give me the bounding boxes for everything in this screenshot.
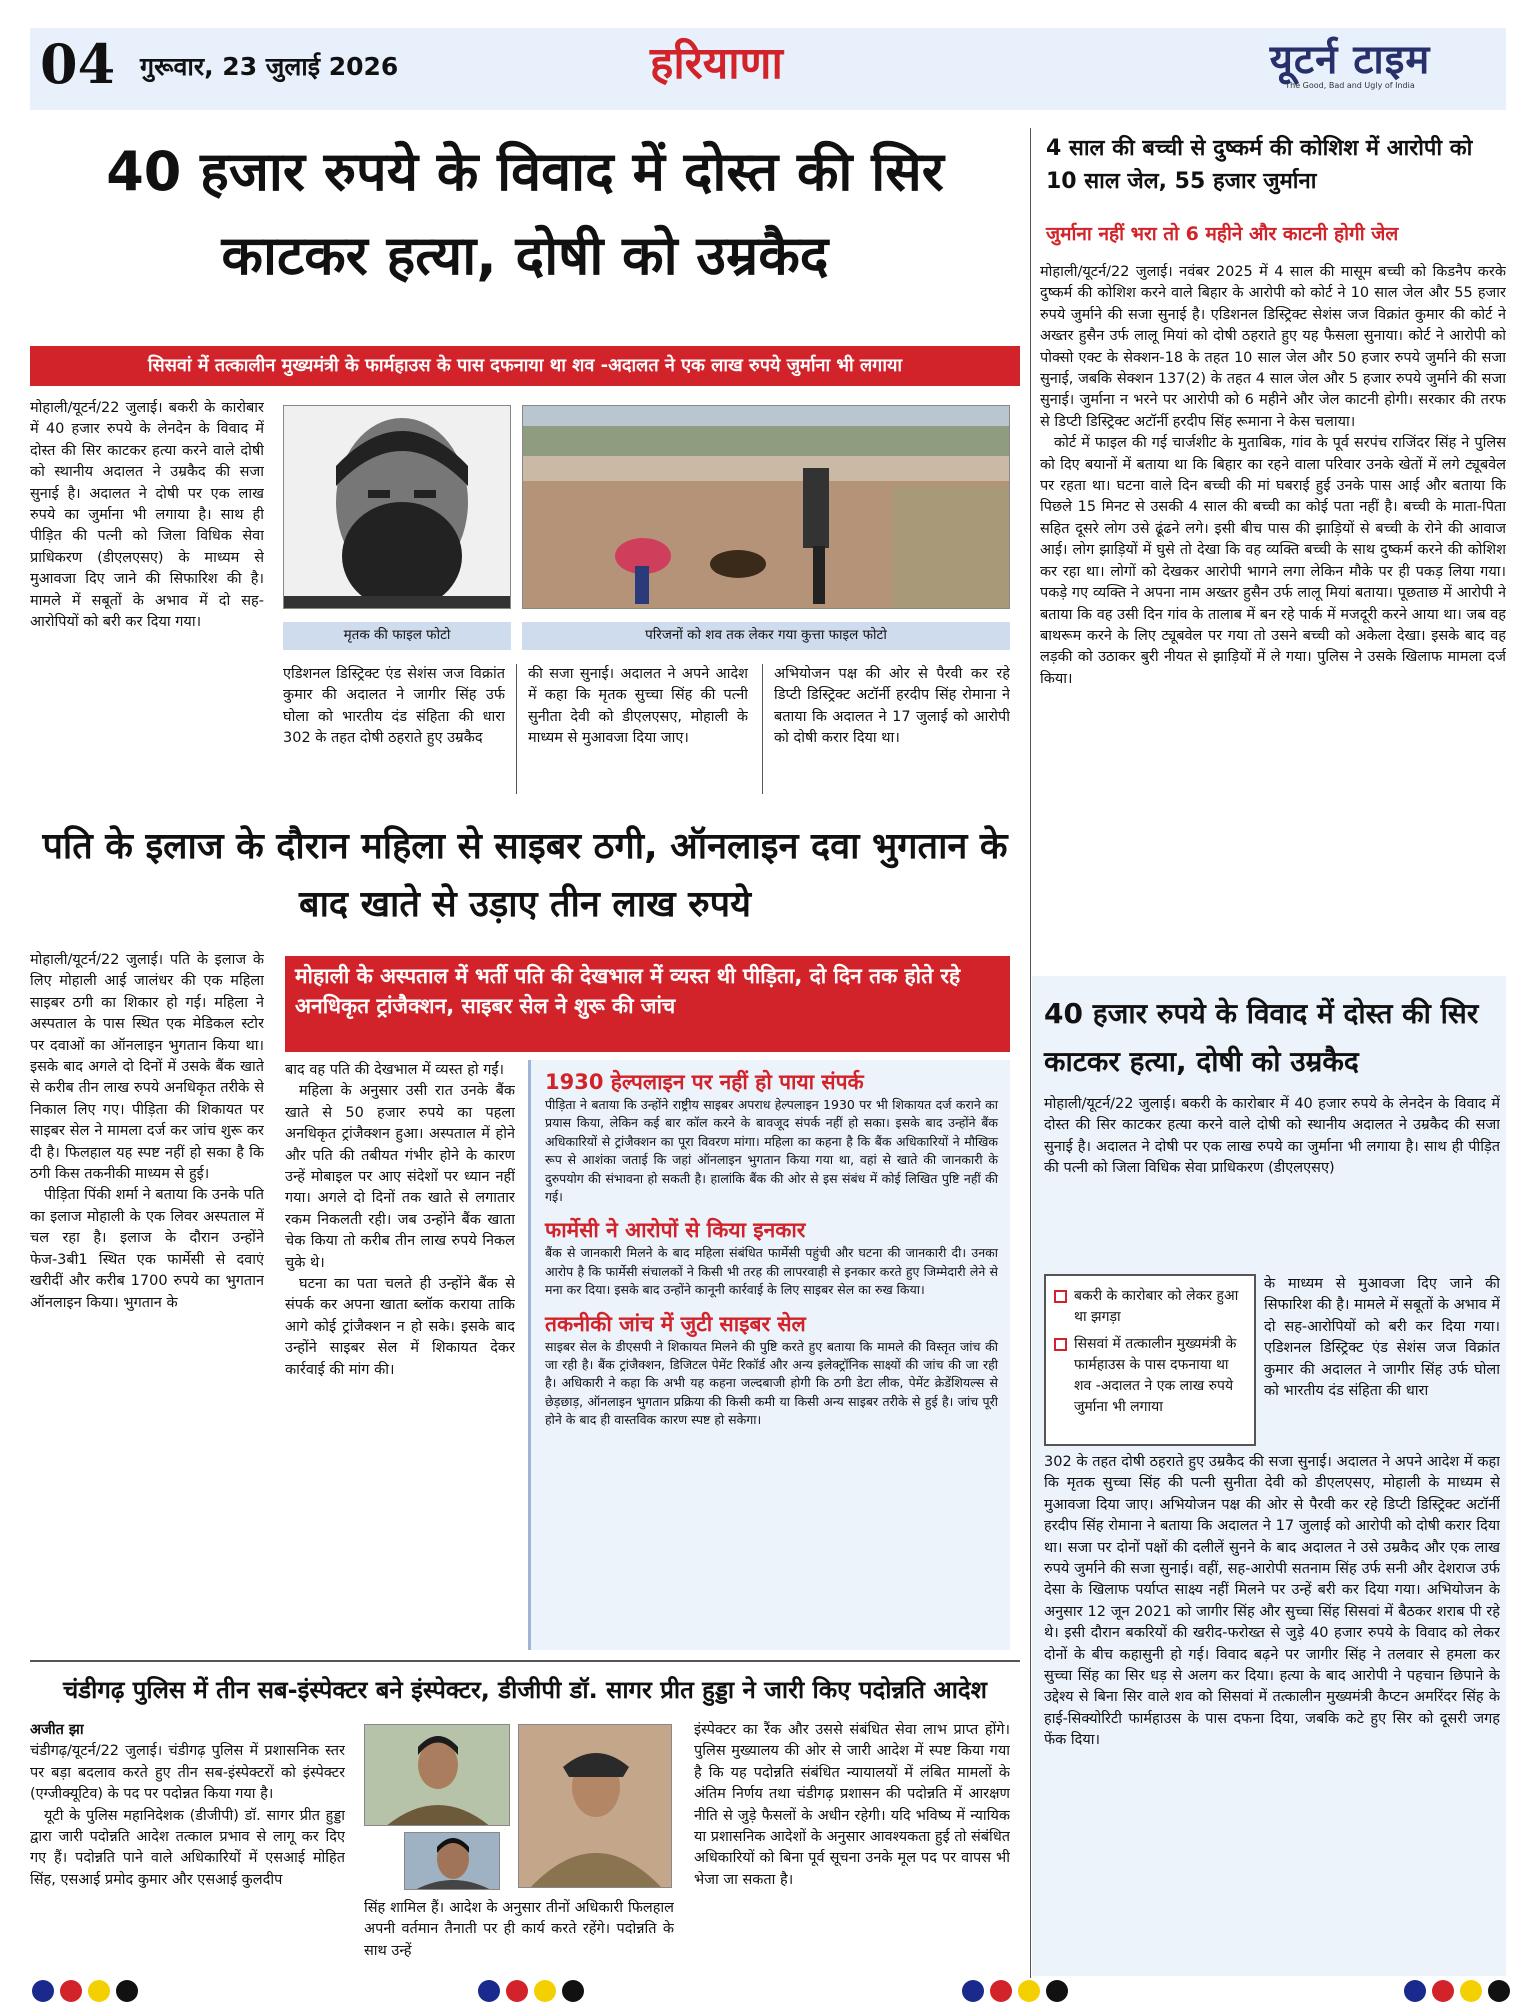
story2-strap: मोहाली के अस्पताल में भर्ती पति की देखभाल में व्यस्त थी पीड़िता, दो दिन तक होते रहे अनधिकृत ट्रांजैक्शन, साइबर सेल ने शुरू की जांच <box>285 956 1010 1052</box>
story3-col2 <box>364 1898 674 1962</box>
dog-search-photo <box>522 405 1010 609</box>
page-number: 04 <box>40 32 116 96</box>
story3-col1-para1: चंडीगढ़/यूटर्न/22 जुलाई। चंडीगढ़ पुलिस में प्रशासनिक स्तर पर बड़ा बदलाव करते हुए तीन सब-इंस्पेक्टरों को इंस्पेक्टर (एग्जीक्यूटिव) के पद पर पदोन्नत किया गया है। <box>30 1743 345 1803</box>
black-dot-icon <box>116 1980 138 2002</box>
story2-col2-para3: घटना का पता चलते ही उन्होंने बैंक से संपर्क कर अपना खाता ब्लॉक कराया ताकि आगे कोई ट्रांजैक्शन न हो सके। इसके बाद उन्होंने साइबर सेल में शिकायत देकर कार्रवाई की मांग की। <box>285 1276 515 1378</box>
story2-col2-para2: महिला के अनुसार उसी रात उनके बैंक खाते से 50 हजार रुपये का पहला अनधिकृत ट्रांजैक्शन हुआ। अस्पताल में होने और पति की तबीयत गंभीर होने के कारण उन्हें मोबाइल पर आए संदेशों पर ध्यान नहीं गया। अगले दो दिनों तक खाते से लगातार रकम निकलती रही। जब उन्होंने बैंक खाता चेक किया तो करीब तीन लाख रुपये निकल चुके थे। <box>285 1083 515 1271</box>
story4-headline: 4 साल की बच्ची से दुष्कर्म की कोशिश में आरोपी को 10 साल जेल, 55 हजार जुर्माना <box>1046 136 1473 194</box>
story5-highlights <box>1044 1274 1256 1446</box>
story3-col3 <box>694 1720 1010 1960</box>
story4-para2: कोर्ट में फाइल की गई चार्जशीट के मुताबिक, गांव के पूर्व सरपंच राजिंदर सिंह ने पुलिस को दिए बयानों में बताया था कि बिहार का रहने वाला परिवार उनके खेतों में लगे ट्यूबवेल पर रहता था। घटना वाले दिन बच्ची की मां घबराई हुई उनके पास आई और बताया कि पिछले 15 मिनट से उसकी 4 साल की बच्ची का कोई पता नहीं है। बच्ची के माता-पिता सहित दूसरे लोग उसे ढूंढने लगे। इसी बीच पास की झाड़ियों से बच्ची के रोने की आवाज आई। लोग झाड़ियों में घुसे तो देखा कि वह व्यक्ति बच्ची के साथ दुष्कर्म करने की कोशिश कर रहा था। लोगों को देखकर आरोपी भागने लगा लेकिन मौके पर ही पकड़ लिया गया। पकड़े गए व्यक्ति ने अपना नाम अख्तर हुसैन उर्फ लालू मियां बताया। पूछताछ में आरोपी ने बताया कि वह उसी दिन गांव के तालाब में बन रहे पार्क में मजदूरी करने आया था। जब वह बाथरूम करने के लिए ट्यूबवेल पर गया तो उसने बच्ची को अकेला देखा। इसके बाद वह लड़की को उठाकर बुरी नीयत से झाड़ियों में ले गया। पुलिस ने उसके खिलाफ मामला दर्ज किया। <box>1040 435 1506 687</box>
story1-strap: सिसवां में तत्कालीन मुख्यमंत्री के फार्महाउस के पास दफनाया था शव -अदालत ने एक लाख रुपये जुर्माना भी लगाया <box>30 346 1020 386</box>
highlight-text: सिसवां में तत्कालीन मुख्यमंत्री के फार्महाउस के पास दफनाया था शव -अदालत ने एक लाख रुपये जुर्माना भी लगाया <box>1074 1336 1237 1415</box>
story2-col2-para1: बाद वह पति की देखभाल में व्यस्त हो गईं। <box>285 1062 505 1078</box>
story5-para2: 302 के तहत दोषी ठहराते हुए उम्रकैद की सजा सुनाई। अदालत ने अपने आदेश में कहा कि मृतक सुच्चा सिंह की पत्नी सुनीता देवी को डीएलएसए, मोहाली के माध्यम से मुआवजा दिया जाए। अभियोजन पक्ष की ओर से पैरवी कर रहे डिप्टी डिस्ट्रिक्ट अटॉर्नी हरदीप सिंह रोमाना ने बताया कि अदालत ने 17 जुलाई को आरोपी को दोषी करार दिया था। सजा पर दोनों पक्षों की दलीलें सुनने के बाद अदालत ने उसे उम्रकैद और एक लाख रुपये जुर्माने की सजा सुनाई। वहीं, सह-आरोपी सतनाम सिंह उर्फ सनी और देशराज उर्फ देसा के खिलाफ पर्याप्त साक्ष्य नहीं मिलने पर उन्हें बरी कर दिया गया। अभियोजन के अनुसार 12 जून 2021 को जागीर सिंह और सुच्चा सिंह सिसवां में बैठकर शराब पी रहे थे। इसी दौरान बकरियों की खरीद-फरोख्त से जुड़े 40 हजार रुपये के विवाद को लेकर दोनों के बीच कहासुनी हो गई। विवाद बढ़ने पर जागीर सिंह ने तलवार से हमला कर सुच्चा सिंह का सिर धड़ से अलग कर दिया। हत्या के बाद आरोपी ने पहचान छिपाने के उद्देश्य से बिना सिर वाले शव को सिसवां में तत्कालीन मुख्यमंत्री कैप्टन अमरिंदर सिंह के हाई-सिक्योरिटी फार्महाउस के पास दफना दिया, जबकि कटे हुए सिर को दूसरी जगह फेंक दिया। <box>1044 1454 1500 1749</box>
dog-search-image <box>523 406 1010 609</box>
story3-col2-text: सिंह शामिल हैं। आदेश के अनुसार तीनों अधिकारी फिलहाल अपनी वर्तमान तैनाती पर ही कार्य करते रहेंगे। पदोन्नति के साथ उन्हें <box>364 1900 674 1959</box>
box-subhead-pharmacy: फार्मेसी ने आरोपों से किया इनकार <box>545 1218 806 1243</box>
red-dot-icon <box>506 1980 528 2002</box>
bullet-square-icon <box>1054 1290 1067 1303</box>
story2-headline: पति के इलाज के दौरान महिला से साइबर ठगी, ऑनलाइन दवा भुगतान के बाद खाते से उड़ाए तीन लाख रुपये <box>42 826 1008 925</box>
blue-dot-icon <box>478 1980 500 2002</box>
story1-col4-text: अभियोजन पक्ष की ओर से पैरवी कर रहे डिप्टी डिस्ट्रिक्ट अटॉर्नी हरदीप सिंह रोमाना ने बताया कि अदालत ने 17 जुलाई को आरोपी को दोषी करार दिया था। <box>774 666 1010 747</box>
story4-subheadline: जुर्माना नहीं भरा तो 6 महीने और काटनी होगी जेल <box>1046 223 1399 245</box>
highlight-text: बकरी के कारोबार को लेकर हुआ था झगड़ा <box>1074 1288 1239 1325</box>
yellow-dot-icon <box>88 1980 110 2002</box>
story2-col1-para1: मोहाली/यूटर्न/22 जुलाई। पति के इलाज के लिए मोहाली आई जालंधर की एक महिला साइबर ठगी का शिकार हो गई। महिला ने अस्पताल के पास स्थित एक मेडिकल स्टोर पर दवाओं का ऑनलाइन भुगतान किया था। इसके बाद अगले दो दिनों में उसके बैंक खाते से करीब तीन लाख रुपये अनधिकृत तरीके से निकाल लिए गए। पीड़िता की शिकायत पर साइबर सेल ने मामला दर्ज कर जांच शुरू कर दी है। फिलहाल यह स्पष्ट नहीं हो सका है कि ठगी किस तकनीकी माध्यम से हुई। <box>30 952 264 1183</box>
story1-col1 <box>30 398 264 798</box>
victim-portrait-image <box>284 406 511 609</box>
box-subhead-cyber-cell: तकनीकी जांच में जुटी साइबर सेल <box>545 1311 806 1336</box>
box-text-pharmacy: बैंक से जानकारी मिलने के बाद महिला संबंधित फार्मेसी पहुंची और घटना की जानकारी दी। उनका आरोप है कि फार्मेसी संचालकों ने किसी भी तरह की लापरवाही से इनकार करते हुए जिम्मेदारी लेने से मना कर दिया। इसके बाद उन्होंने कानूनी कार्रवाई के लिए साइबर सेल का रुख किया। <box>545 1245 998 1298</box>
story1-col2-text: एडिशनल डिस्ट्रिक्ट एंड सेशंस जज विक्रांत कुमार की अदालत ने जागीर सिंह उर्फ घोला को भारतीय दंड संहिता की धारा 302 के तहत दोषी ठहराते हुए उम्रकैद <box>283 666 505 747</box>
blue-dot-icon <box>32 1980 54 2002</box>
box-text-cyber-cell: साइबर सेल के डीएसपी ने शिकायत मिलने की पुष्टि करते हुए बताया कि मामले की विस्तृत जांच की जा रही है। बैंक ट्रांजैक्शन, डिजिटल पेमेंट रिकॉर्ड और अन्य इलेक्ट्रॉनिक साक्ष्यों की जांच की जा रही है। अधिकारी ने कहा कि अभी यह कहना जल्दबाजी होगी कि ठगी डेटा लीक, पेमेंट क्रेडेंशियल्स से छेड़छाड़, ऑनलाइन भुगतान प्रक्रिया की किसी कमी या किसी अन्य साइबर तरीके से हुई है। जांच पूरी होने के बाद ही वास्तविक कारण स्पष्ट हो सकेगा। <box>545 1338 998 1428</box>
column-divider <box>762 664 763 794</box>
story1-headline: 40 हजार रुपये के विवाद में दोस्त की सिर काटकर हत्या, दोषी को उम्रकैद <box>106 140 944 287</box>
story3-col3-text: इंस्पेक्टर का रैंक और उससे संबंधित सेवा लाभ प्राप्त होंगे। पुलिस मुख्यालय की ओर से जारी आदेश में स्पष्ट किया गया है कि यह पदोन्नति संबंधित न्यायालयों में लंबित मामलों के अंतिम निर्णय तथा चंडीगढ़ प्रशासन की पदोन्नति में आरक्षण नीति से जुड़े फैसलों के अधीन रहेगी। यदि भविष्य में न्यायिक या प्रशासनिक आदेशों के अनुसार आवश्यकता हुई तो संबंधित अधिकारियों को बिना पूर्व सूचना उनके मूल पद पर वापस भी भेजा जा सकता है। <box>694 1722 1010 1888</box>
highlight-item <box>1052 1334 1248 1418</box>
story-separator <box>30 1660 1020 1662</box>
story4-para1: मोहाली/यूटर्न/22 जुलाई। नवंबर 2025 में 4 साल की मासूम बच्ची को किडनैप करके दुष्कर्म की कोशिश करने वाले बिहार के आरोपी को कोर्ट ने 10 साल जेल और 55 हजार रुपये जुर्माने की सजा सुनाई है। एडिशनल डिस्ट्रिक्ट सेशंस जज विक्रांत कुमार की कोर्ट ने अख्तर हुसैन उर्फ लालू मियां को दोषी ठहराते हुए यह फैसला सुनाया। कोर्ट ने आरोपी को पोक्सो एक्ट के सेक्शन-18 के तहत 10 साल जेल और 50 हजार रुपये जुर्माने की सजा सुनाई, जबकि सेक्शन 137(2) के तहत 4 साल जेल और 5 हजार रुपये जुर्माने की सजा सुनाई। जुर्माना न भरने पर आरोपी को 6 महीने और जेल काटनी होगी। सरकार की तरफ से डिप्टी डिस्ट्रिक्ट अटॉर्नी हरदीप सिंह रूमाना ने केस चलाया। <box>1040 264 1506 430</box>
box-text-helpline: पीड़िता ने बताया कि उन्होंने राष्ट्रीय साइबर अपराध हेल्पलाइन 1930 पर भी शिकायत दर्ज कराने का प्रयास किया, लेकिन कई बार कॉल करने के बावजूद संपर्क नहीं हो सका। इसके बाद उन्होंने बैंक अधिकारियों से ट्रांजैक्शन का पूरा विवरण मांगा। महिला का कहना है कि बैंक अधिकारियों ने मौखिक रूप से आशंका जताई कि जहां ऑनलाइन भुगतान किया गया था, वहां से खाते की जानकारी के दुरुपयोग की संभावना हो सकती है। हालांकि बैंक की ओर से इस संबंध में कोई लिखित पुष्टि नहीं की गई। <box>545 1097 998 1205</box>
story5-intro <box>1044 1094 1500 1270</box>
caption-victim-photo: मृतक की फाइल फोटो <box>283 622 511 650</box>
blue-dot-icon <box>1404 1980 1426 2002</box>
story2-col1-para2: पीड़िता पिंकी शर्मा ने बताया कि उनके पति का इलाज मोहाली के एक लिवर अस्पताल में चल रहा है। इलाज के दौरान उन्होंने फेज-3बी1 स्थित एक फार्मेसी से दवाएं खरीदीं और करीब 1700 रुपये का भुगतान ऑनलाइन किया। भुगतान के <box>30 1187 264 1311</box>
story1-col1-text: मोहाली/यूटर्न/22 जुलाई। बकरी के कारोबार में 40 हजार रुपये के लेनदेन के विवाद में दोस्त की सिर काटकर हत्या करने वाले दोषी को स्थानीय अदालत ने उम्रकैद की सजा सुनाई है। अदालत ने दोषी पर एक लाख रुपये का जुर्माना भी लगाया है। साथ ही पीड़ित की पत्नी को जिला विधिक सेवा प्राधिकरण (डीएलएसए) के माध्यम से मुआवजा दिए जाने की सिफारिश की है। मामले में सबूतों के अभाव में दो सह-आरोपियों को बरी कर दिया गया। <box>30 400 264 631</box>
footer-dots-center-right <box>962 1980 1068 2002</box>
red-dot-icon <box>990 1980 1012 2002</box>
officer-photo-1 <box>364 1724 510 1826</box>
yellow-dot-icon <box>1460 1980 1482 2002</box>
story2-info-box <box>528 1060 1010 1650</box>
officer-portrait-2 <box>519 1725 672 1888</box>
story1-col3-text: की सजा सुनाई। अदालत ने अपने आदेश में कहा कि मृतक सुच्चा सिंह की पत्नी सुनीता देवी को डीएलएसए, मोहाली के माध्यम से मुआवजा दिया जाए। <box>528 666 748 747</box>
story3-col1 <box>30 1720 345 1960</box>
red-dot-icon <box>1432 1980 1454 2002</box>
black-dot-icon <box>562 1980 584 2002</box>
story1-col3 <box>528 664 748 796</box>
yellow-dot-icon <box>534 1980 556 2002</box>
officer-photo-3 <box>404 1832 500 1890</box>
black-dot-icon <box>1488 1980 1510 2002</box>
footer-dots-center-left <box>478 1980 584 2002</box>
story5-side-text: के माध्यम से मुआवजा दिए जाने की सिफारिश की है। मामले में सबूतों के अभाव में दो सह-आरोपियों को बरी कर दिया गया। एडिशनल डिस्ट्रिक्ट एंड सेशंस जज विक्रांत कुमार की अदालत ने जागीर सिंह उर्फ घोला को भारतीय दंड संहिता की धारा <box>1264 1276 1500 1400</box>
story3-col1-para2: यूटी के पुलिस महानिदेशक (डीजीपी) डॉ. सागर प्रीत हुड्डा द्वारा जारी पदोन्नति आदेश तत्काल प्रभाव से लागू कर दिए गए हैं। पदोन्नति पाने वाले अधिकारियों में एसआई मोहित सिंह, एसआई प्रमोद कुमार और एसआई कुलदीप <box>30 1807 345 1888</box>
red-dot-icon <box>60 1980 82 2002</box>
footer-dots-left <box>32 1980 138 2002</box>
story5-side <box>1264 1274 1500 1446</box>
black-dot-icon <box>1046 1980 1068 2002</box>
story1-col2 <box>283 664 505 796</box>
story3-headline: चंडीगढ़ पुलिस में तीन सब-इंस्पेक्टर बने इंस्पेक्टर, डीजीपी डॉ. सागर प्रीत हुड्डा ने जारी किए पदोन्नति आदेश <box>63 1676 987 1704</box>
story5-headline: 40 हजार रुपये के विवाद में दोस्त की सिर काटकर हत्या, दोषी को उम्रकैद <box>1044 997 1479 1078</box>
logo-tagline: The Good, Bad and Ugly of India <box>1285 81 1415 90</box>
yellow-dot-icon <box>1018 1980 1040 2002</box>
officer-portrait-3 <box>405 1833 500 1890</box>
column-divider <box>516 664 517 794</box>
logo-text: यूटर्न टाइम <box>1269 37 1431 83</box>
footer-dots-right <box>1404 1980 1510 2002</box>
story5-body <box>1044 1452 1500 1968</box>
victim-photo <box>283 405 511 609</box>
section-title: हरियाणा <box>650 38 783 89</box>
story5-para1: मोहाली/यूटर्न/22 जुलाई। बकरी के कारोबार में 40 हजार रुपये के लेनदेन के विवाद में दोस्त की सिर काटकर हत्या करने वाले दोषी को स्थानीय अदालत ने उम्रकैद की सजा सुनाई है। अदालत ने दोषी पर एक लाख रुपये का जुर्माना भी लगाया है। साथ ही पीड़ित की पत्नी को जिला विधिक सेवा प्राधिकरण (डीएलएसए) <box>1044 1096 1500 1177</box>
highlight-item <box>1052 1286 1248 1328</box>
box-subhead-helpline: 1930 हेल्पलाइन पर नहीं हो पाया संपर्क <box>545 1070 864 1094</box>
officer-photo-2 <box>518 1724 672 1888</box>
masthead-logo <box>1208 36 1492 96</box>
story1-col4 <box>774 664 1010 796</box>
caption-dog-photo: परिजनों को शव तक लेकर गया कुत्ता फाइल फोटो <box>522 622 1010 650</box>
blue-dot-icon <box>962 1980 984 2002</box>
story4-body <box>1040 262 1506 962</box>
bullet-square-icon <box>1054 1338 1067 1351</box>
story2-col1 <box>30 950 264 1650</box>
story3-byline: अजीत झा <box>30 1722 84 1738</box>
story2-col2 <box>285 1060 515 1650</box>
right-column-divider <box>1030 128 1031 1978</box>
issue-date: गुरूवार, 23 जुलाई 2026 <box>140 52 399 81</box>
officer-portrait-1 <box>365 1725 510 1826</box>
